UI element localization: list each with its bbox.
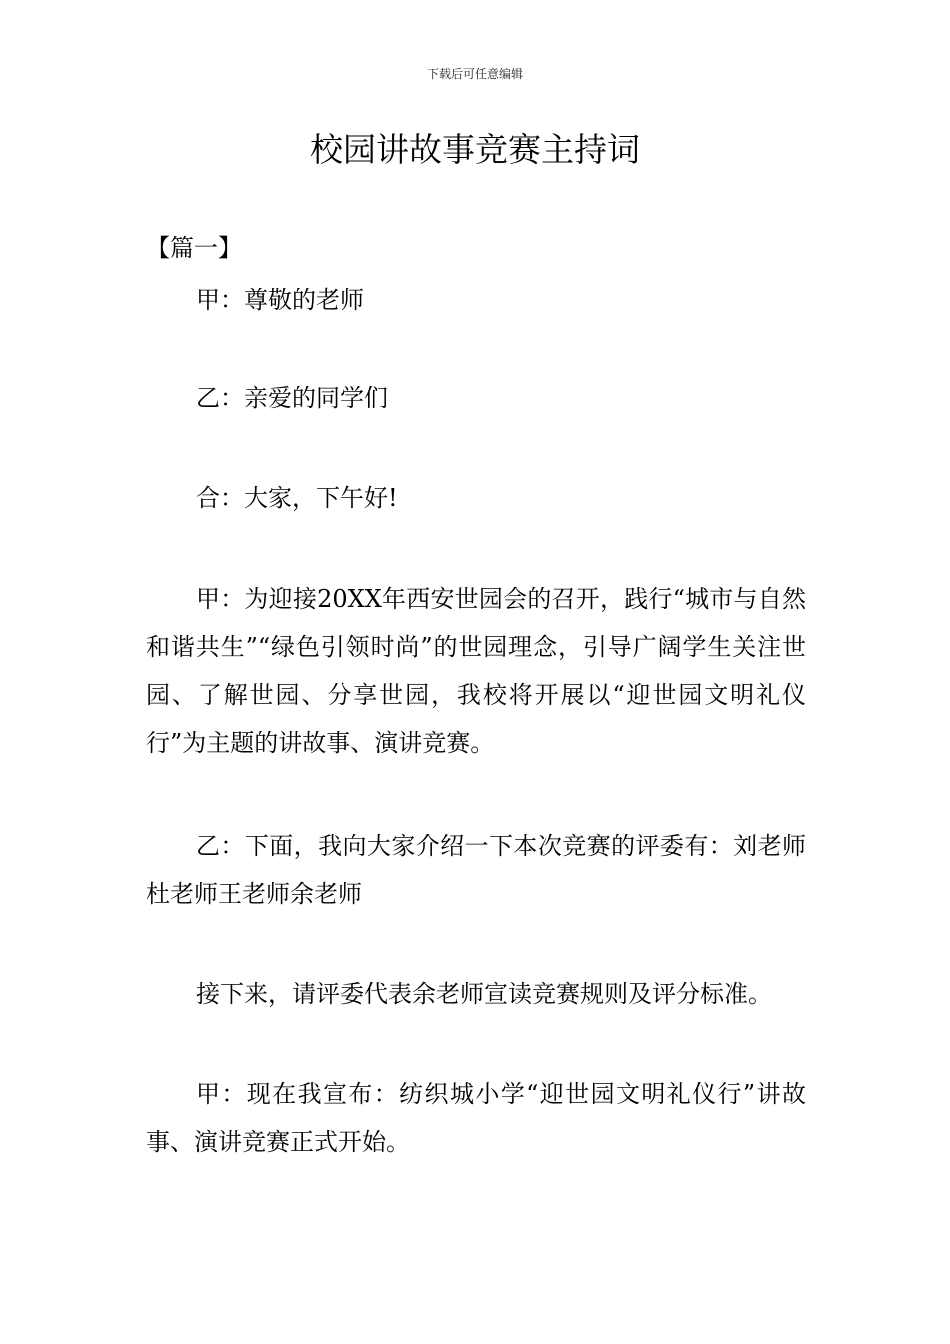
section-label: 【篇一】 [146, 234, 242, 262]
paragraph: 甲：现在我宣布：纺织城小学“迎世园文明礼仪行”讲故事、演讲竞赛正式开始。 [146, 1080, 806, 1156]
paragraph: 甲：尊敬的老师 [196, 286, 364, 314]
document-title: 校园讲故事竞赛主持词 [310, 130, 640, 169]
paragraph: 乙：亲爱的同学们 [196, 384, 388, 412]
paragraph: 乙：下面，我向大家介绍一下本次竞赛的评委有：刘老师杜老师王老师余老师 [146, 832, 806, 908]
paragraph: 甲：为迎接20XX年西安世园会的召开，践行“城市与自然和谐共生”“绿色引领时尚”的世园理念，引导广阔学生关注世园、了解世园、分享世园，我校将开展以“迎世园文明礼仪行”为主题的讲故事、演讲竞赛。 [146, 585, 806, 757]
paragraph: 合：大家，下午好! [196, 484, 398, 512]
page-header-note: 下载后可任意编辑 [426, 67, 523, 81]
paragraph: 接下来，请评委代表余老师宣读竞赛规则及评分标准。 [196, 980, 772, 1008]
